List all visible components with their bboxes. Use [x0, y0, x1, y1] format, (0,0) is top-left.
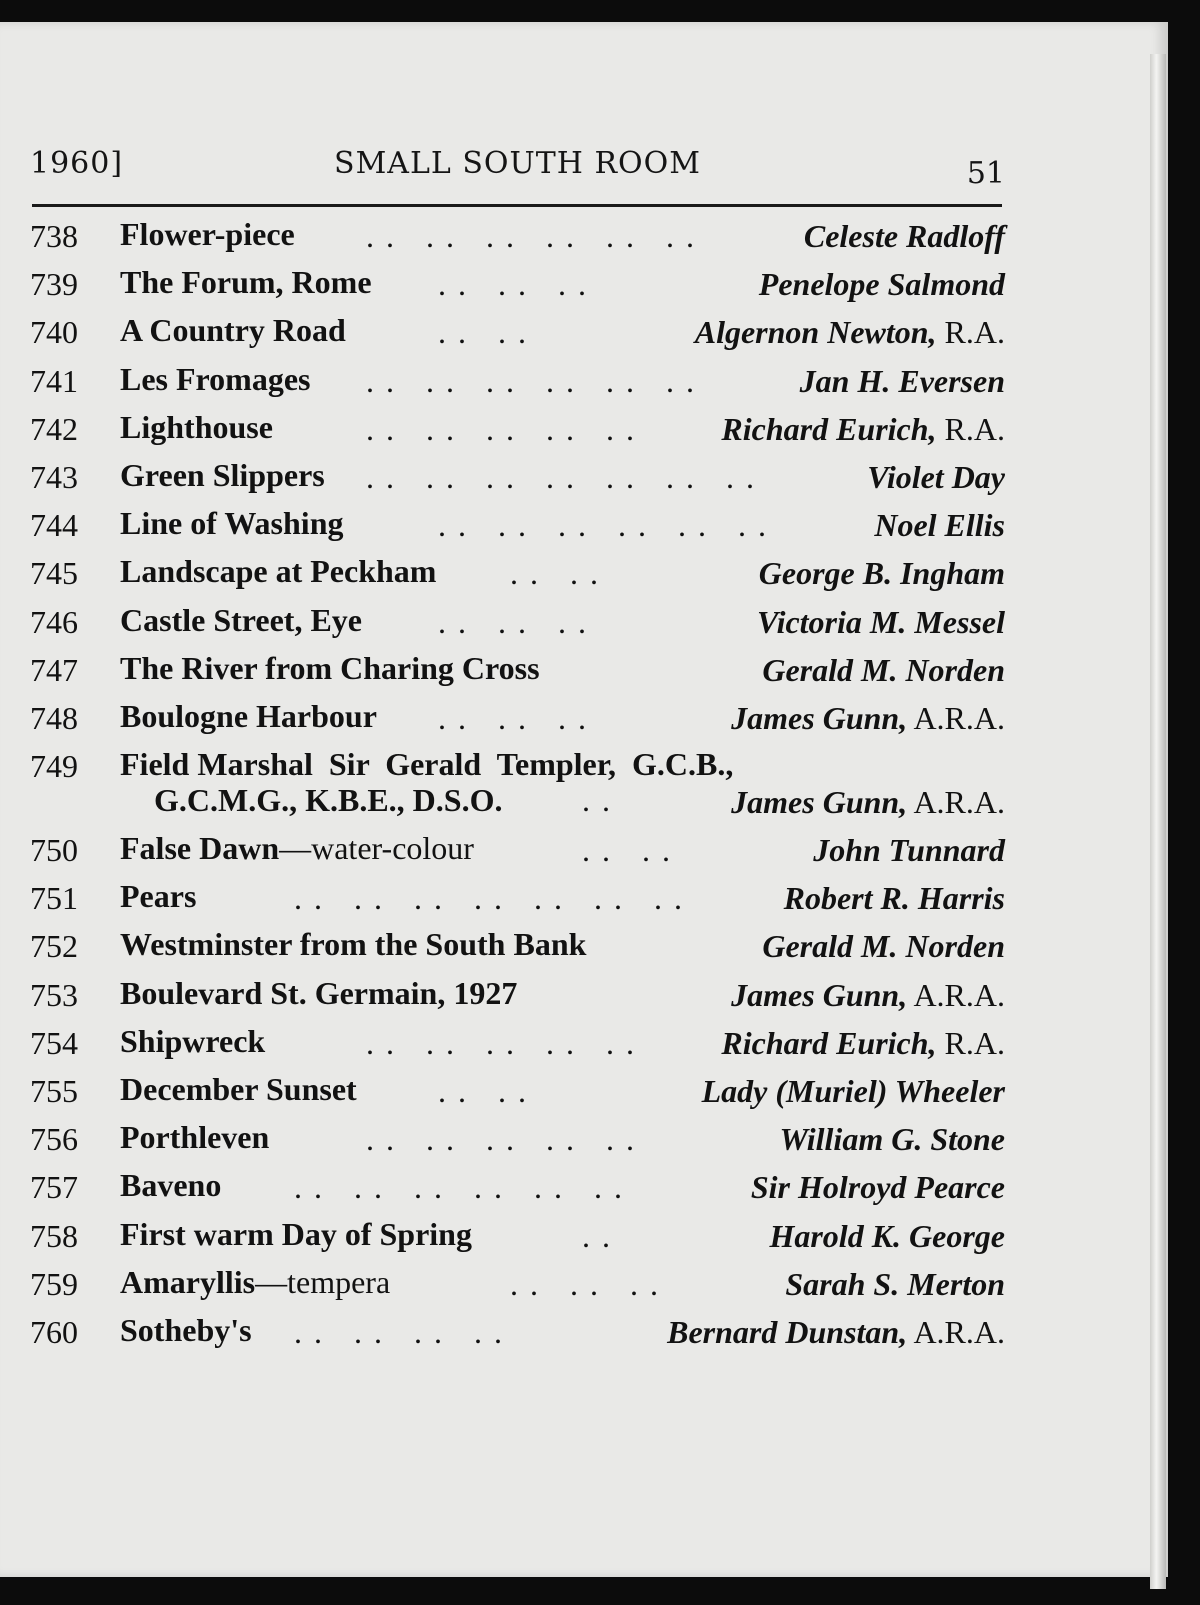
dot-leaders: . . . . . . . . . . . . — [366, 362, 696, 399]
entry-number: 750 — [30, 832, 78, 869]
entry-number: 745 — [30, 555, 78, 592]
artist-name: Lady (Muriel) Wheeler — [701, 1073, 1005, 1109]
entry-title: Green Slippers — [120, 456, 325, 493]
entry-title — [120, 1264, 390, 1301]
entry-title: Boulevard St. Germain, 1927 — [120, 974, 518, 1011]
entry-list — [30, 214, 1005, 1358]
list-item — [30, 1262, 1005, 1310]
artist-name: Sir Holroyd Pearce — [750, 1169, 1005, 1206]
dot-leaders: . . . . . . . . . . . . — [438, 507, 768, 544]
running-header — [30, 142, 1005, 198]
entry-artist — [751, 1169, 1005, 1206]
entry-number: 757 — [30, 1169, 78, 1206]
list-item — [30, 551, 1005, 599]
artist-name: Sarah S. Merton — [785, 1265, 1005, 1302]
artist-name: Violet Day — [867, 458, 1005, 495]
entry-artist — [762, 928, 1005, 965]
dot-leaders: . . . . . . . . . . . . . . — [366, 458, 756, 495]
list-item — [30, 1214, 1005, 1262]
list-item — [30, 828, 1005, 876]
dot-leaders: . . . . . . . . . . . . . . — [294, 880, 684, 917]
title-medium: —water-colour — [279, 830, 474, 867]
artist-name: Noel Ellis — [874, 507, 1005, 544]
entry-number: 743 — [30, 458, 78, 495]
entry-number: 746 — [30, 603, 78, 640]
artist-distinction: A.R.A. — [907, 699, 1005, 736]
artist-name: James Gunn, — [731, 784, 908, 821]
entry-title: Field Marshal Sir Gerald Templer, G.C.B., — [120, 746, 734, 783]
artist-name: George B. Ingham — [758, 555, 1005, 592]
entry-artist — [762, 652, 1005, 689]
entry-number: 740 — [30, 314, 78, 351]
entry-artist — [731, 977, 1005, 1014]
title-medium: —tempera — [255, 1263, 391, 1300]
entry-artist — [721, 411, 1005, 448]
entry-artist — [759, 555, 1005, 592]
dot-leaders: . . . . — [582, 832, 672, 869]
entry-title: Boulogne Harbour — [120, 697, 377, 734]
entry-number: 738 — [30, 218, 78, 254]
dot-leaders: . . . . . . — [438, 603, 588, 640]
artist-name: Penelope Salmond — [758, 266, 1005, 303]
artist-name: Gerald M. Norden — [762, 651, 1005, 688]
entry-artist — [800, 363, 1005, 400]
entry-number: 748 — [30, 699, 78, 736]
entry-number: 758 — [30, 1217, 78, 1254]
entry-title: Pears — [120, 878, 197, 915]
artist-distinction: A.R.A. — [907, 976, 1005, 1013]
list-item — [30, 262, 1005, 310]
entry-title: Baveno — [120, 1167, 222, 1204]
artist-name: Richard Eurich, — [721, 410, 937, 447]
artist-name: William G. Stone — [779, 1121, 1005, 1158]
list-item — [30, 214, 1005, 262]
list-item — [30, 744, 1005, 828]
dot-leaders: . . . . — [510, 555, 600, 592]
dot-leaders: . . — [582, 1217, 612, 1254]
entry-title: A Country Road — [120, 312, 346, 349]
entry-number: 747 — [30, 651, 78, 688]
dot-leaders: . . . . . . . . . . — [366, 1024, 636, 1061]
dot-leaders: . . . . . . — [510, 1265, 660, 1302]
page-edge — [1150, 54, 1166, 1589]
artist-distinction: R.A. — [936, 410, 1005, 447]
artist-name: Bernard Dunstan, — [667, 1313, 908, 1350]
entry-artist — [867, 459, 1005, 496]
entry-title: Porthleven — [120, 1119, 270, 1156]
entry-title: The Forum, Rome — [120, 264, 372, 301]
list-item — [30, 696, 1005, 744]
entry-artist — [784, 880, 1005, 917]
entry-title: First warm Day of Spring — [120, 1215, 472, 1252]
entry-title — [120, 830, 474, 867]
entry-number: 742 — [30, 410, 78, 447]
entry-title: Lighthouse — [120, 408, 273, 445]
entry-number: 741 — [30, 362, 78, 399]
list-item — [30, 924, 1005, 972]
artist-name: Robert R. Harris — [783, 880, 1005, 917]
entry-artist — [804, 218, 1005, 255]
entry-artist — [695, 314, 1005, 351]
header-title: SMALL SOUTH ROOM — [334, 146, 701, 181]
artist-name: Victoria M. Messel — [756, 603, 1005, 640]
dot-leaders: . . . . — [438, 314, 528, 351]
list-item — [30, 1117, 1005, 1165]
page-number: 51 — [966, 156, 1005, 191]
artist-name: Richard Eurich, — [721, 1024, 937, 1061]
title-main: False Dawn — [120, 830, 280, 867]
entry-title: Shipwreck — [120, 1022, 266, 1059]
entry-number: 754 — [30, 1024, 78, 1061]
entry-artist — [785, 1266, 1005, 1303]
list-item — [30, 876, 1005, 924]
entry-artist — [759, 266, 1005, 303]
list-item — [30, 1069, 1005, 1117]
entry-title: Westminster from the South Bank — [120, 926, 587, 963]
entry-title: Landscape at Peckham — [120, 553, 437, 590]
entry-title: Flower-piece — [120, 216, 295, 252]
list-item — [30, 503, 1005, 551]
dot-leaders: . . . . — [438, 1073, 528, 1109]
entry-number: 753 — [30, 976, 78, 1013]
list-item — [30, 1165, 1005, 1213]
entry-artist — [721, 1025, 1005, 1062]
header-year: 1960] — [30, 146, 124, 181]
artist-distinction: A.R.A. — [907, 1313, 1005, 1350]
entry-artist — [874, 507, 1005, 544]
dot-leaders: . . . . . . . . . . . . — [294, 1169, 624, 1206]
dot-leaders: . . . . . . . . . . — [366, 410, 636, 447]
dot-leaders: . . . . . . — [438, 266, 588, 303]
list-item — [30, 1310, 1005, 1358]
list-item — [30, 310, 1005, 358]
artist-distinction: A.R.A. — [907, 784, 1005, 821]
entry-title: Les Fromages — [120, 360, 311, 397]
artist-name: Gerald M. Norden — [762, 928, 1005, 965]
list-item — [30, 973, 1005, 1021]
dot-leaders: . . . . . . . . . . — [366, 1121, 636, 1158]
entry-artist — [667, 1314, 1005, 1351]
artist-name: Celeste Radloff — [803, 218, 1005, 254]
dot-leaders: . . . . . . — [438, 699, 588, 736]
title-main: Amaryllis — [120, 1263, 256, 1300]
entry-artist — [702, 1073, 1005, 1110]
list-item — [30, 407, 1005, 455]
artist-name: Harold K. George — [769, 1217, 1005, 1254]
dot-leaders: . . — [582, 782, 612, 819]
entry-number: 755 — [30, 1073, 78, 1109]
artist-distinction: R.A. — [936, 314, 1005, 351]
artist-name: John Tunnard — [813, 832, 1005, 869]
entry-number: 739 — [30, 266, 78, 303]
entry-number: 749 — [30, 748, 78, 785]
artist-name: James Gunn, — [731, 699, 908, 736]
entry-number: 760 — [30, 1313, 78, 1350]
entry-artist — [779, 1121, 1005, 1158]
entry-artist — [731, 784, 1005, 821]
list-item — [30, 600, 1005, 648]
entry-number: 744 — [30, 507, 78, 544]
list-item — [30, 455, 1005, 503]
artist-name: Algernon Newton, — [694, 314, 937, 351]
entry-title: Line of Washing — [120, 505, 344, 542]
list-item — [30, 1021, 1005, 1069]
entry-title: Sotheby's — [120, 1311, 252, 1348]
header-rule — [32, 204, 1002, 207]
artist-name: Jan H. Eversen — [799, 362, 1005, 399]
entry-artist — [813, 832, 1005, 869]
dot-leaders: . . . . . . . . — [294, 1313, 504, 1350]
list-item — [30, 359, 1005, 407]
entry-number: 759 — [30, 1265, 78, 1302]
artist-distinction: R.A. — [936, 1024, 1005, 1061]
entry-title: The River from Charing Cross — [120, 649, 540, 686]
entry-artist — [731, 700, 1005, 737]
entry-title-continued: G.C.M.G., K.B.E., D.S.O. — [154, 782, 503, 819]
dot-leaders: . . . . . . . . . . . . — [366, 218, 696, 254]
list-item — [30, 648, 1005, 696]
artist-name: James Gunn, — [731, 976, 908, 1013]
entry-title: Castle Street, Eye — [120, 601, 362, 638]
entry-artist — [769, 1218, 1005, 1255]
entry-number: 756 — [30, 1121, 78, 1158]
entry-number: 752 — [30, 928, 78, 965]
entry-title: December Sunset — [120, 1071, 357, 1107]
entry-number: 751 — [30, 880, 78, 917]
entry-artist — [757, 604, 1005, 641]
